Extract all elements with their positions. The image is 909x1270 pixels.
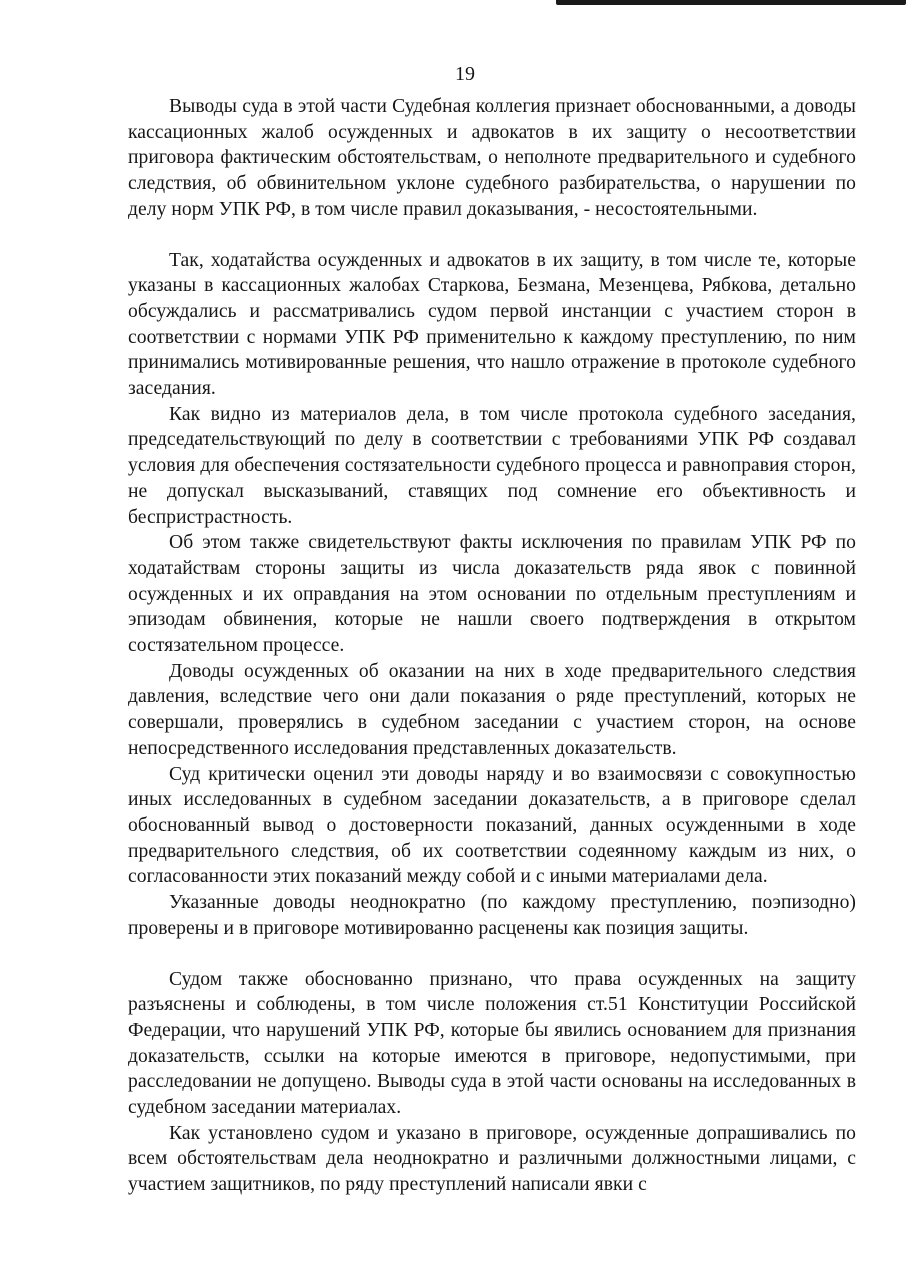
paragraph: Выводы суда в этой части Судебная коллегия признает обоснованными, а доводы кассационных жалоб осужденных и адвокатов в их защиту о несоответствии приговора фактическим обстоятельствам, о неполноте предварительного и судебного следствия, об обвинительном уклоне судебного разбирательства, о нарушении по делу норм УПК РФ, в том числе правил доказывания, - несостоятельными. <box>128 96 856 220</box>
paragraph: Суд критически оценил эти доводы наряду и во взаимосвязи с совокупностью иных исследованных в судебном заседании доказательств, а в приговоре сделал обоснованный вывод о достоверности показаний, данных осужденными в ходе предварительного следствия, об их соответствии содеянному каждым из них, о согласованности этих показаний между собой и с иными материалами дела. <box>128 763 856 888</box>
paragraph: Как видно из материалов дела, в том числе протокола судебного заседания, председательствующий по делу в соответствии с требованиями УПК РФ создавал условия для обеспечения состязательности судебного процесса и равноправия сторон, не допускал высказываний, ставящих под сомнение его объективность и беспристрастность. <box>128 403 856 528</box>
paragraph: Указанные доводы неоднократно (по каждому преступлению, поэпизодно) проверены и в приговоре мотивированно расценены как позиция защиты. <box>128 892 856 939</box>
paragraph: Судом также обоснованно признано, что права осужденных на защиту разъяснены и соблюдены, в том числе положения ст.51 Конституции Российской Федерации, что нарушений УПК РФ, которые бы явились основанием для признания доказательств, ссылки на которые имеются в приговоре, недопустимыми, при расследовании не допущено. Выводы суда в этой части основаны на исследованных в судебном заседании материалах. <box>128 968 856 1119</box>
page-number: 19 <box>455 63 475 85</box>
paragraph: Так, ходатайства осужденных и адвокатов в их защиту, в том числе те, которые указаны в кассационных жалобах Старкова, Безмана, Мезенцева, Рябкова, детально обсуждались и рассматривались судом первой инстанции с участием сторон в соответствии с нормами УПК РФ применительно к каждому преступлению, по ним принимались мотивированные решения, что нашло отражение в протоколе судебного заседания. <box>128 249 856 400</box>
top-edge-rule <box>556 0 906 5</box>
paragraph: Как установлено судом и указано в приговоре, осужденные допрашивались по всем обстоятельствам дела неоднократно и различными должностными лицами, с участием защитников, по ряду преступлений написали явки с <box>128 1122 856 1196</box>
paragraph: Об этом также свидетельствуют факты исключения по правилам УПК РФ по ходатайствам стороны защиты из числа доказательств ряда явок с повинной осужденных и их оправдания на этом основании по отдельным преступлениям и эпизодам обвинения, которые не нашли своего подтверждения в открытом состязательном процессе. <box>128 532 856 657</box>
paragraph: Доводы осужденных об оказании на них в ходе предварительного следствия давления, вследствие чего они дали показания о ряде преступлений, которых не совершали, проверялись в судебном заседании с участием сторон, на основе непосредственного исследования представленных доказательств. <box>128 660 856 759</box>
document-body <box>128 94 856 1198</box>
